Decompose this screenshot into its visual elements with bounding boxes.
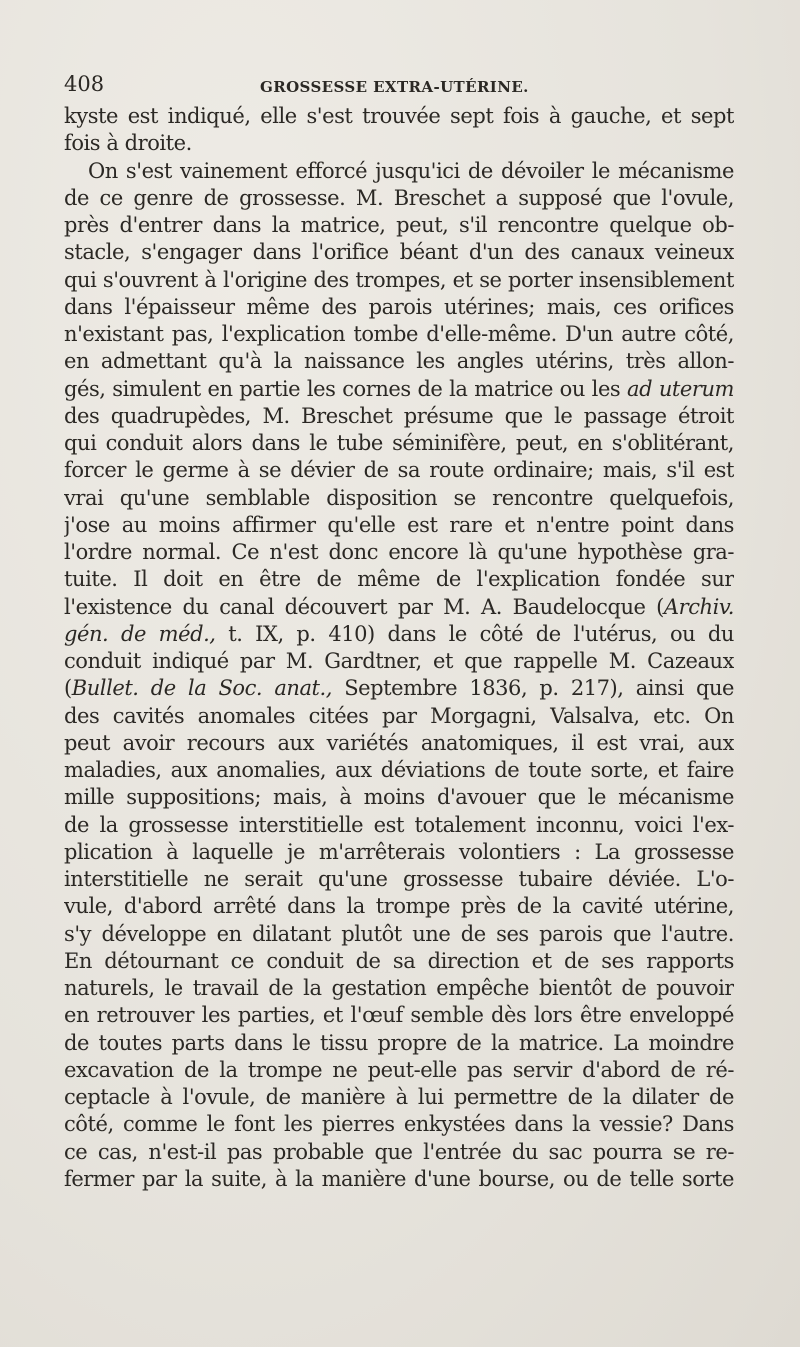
body-text [64,103,734,1193]
text-line [64,457,734,484]
text-line [64,675,734,702]
text-segment: t. IX, p. 410) dans le côté de l'utérus, ou du [215,621,734,646]
text-line [64,757,734,784]
text-segment: kyste est indiqué, elle s'est trouvée sept fois à gauche, et sept [64,104,734,128]
text-segment: en retrouver les parties, et l'œuf semble dès lors être enveloppé [64,1003,734,1028]
text-line [64,866,734,893]
text-line [64,812,734,839]
text-line [64,485,734,512]
text-line [64,621,734,648]
text-line [64,158,734,185]
text-line [64,539,734,566]
text-line [64,648,734,675]
text-segment: ceptacle à l'ovule, de manière à lui permettre de la dilater de [64,1085,734,1109]
text-line [64,185,734,212]
text-segment: des cavités anomales citées par Morgagni, Valsalva, etc. On [64,703,734,728]
text-segment: près d'entrer dans la matrice, peut, s'il rencontre quelque ob- [64,213,734,237]
text-segment: des quadrupèdes, M. Breschet présume que le passage étroit [64,403,734,428]
text-line [64,239,734,266]
text-line [64,1084,734,1111]
text-line [64,430,734,457]
text-segment: de toutes parts dans le tissu propre de la matrice. La moindre [64,1030,734,1055]
text-segment: côté, comme le font les pierres enkystées dans la vessie? Dans [64,1112,734,1137]
text-line [64,975,734,1002]
page-number: 408 [64,72,105,96]
italic-text: Archiv. [663,594,734,619]
text-line [64,1002,734,1029]
text-line [64,921,734,948]
running-title: GROSSESSE EXTRA-UTÉRINE. [260,78,529,96]
text-line [64,1139,734,1166]
text-line [64,566,734,593]
text-segment: l'existence du canal découvert par M. A. Baudelocque ( [64,594,664,619]
page-header [64,72,736,102]
text-segment: peut avoir recours aux variétés anatomiques, il est vrai, aux [64,730,734,755]
text-line [64,267,734,294]
italic-text: ad uterum [627,376,734,401]
text-segment: de ce genre de grossesse. M. Breschet a supposé que l'ovule, [64,185,734,210]
text-segment: qui conduit alors dans le tube séminifère, peut, en s'oblitérant, [64,431,734,455]
text-line [64,376,734,403]
text-segment: maladies, aux anomalies, aux déviations de toute sorte, et faire [64,758,734,782]
text-segment: gés, simulent en partie les cornes de la matrice ou les [64,376,628,401]
text-segment: vule, d'abord arrêté dans la trompe près de la cavité utérine, [64,894,734,919]
text-line [64,1057,734,1084]
text-line [64,948,734,975]
text-line [64,839,734,866]
text-segment: plication à laquelle je m'arrêterais volontiers : La grossesse [64,839,734,864]
text-segment: fois à droite. [64,131,192,156]
italic-text: Bullet. de la Soc. anat., [71,676,332,701]
text-segment: l'ordre normal. Ce n'est donc encore là qu'une hypothèse gra- [64,540,734,564]
text-line [64,403,734,430]
text-segment: interstitielle ne serait qu'une grossesse tubaire déviée. L'o- [64,867,734,891]
text-segment: conduit indiqué par M. Gardtner, et que rappelle M. Cazeaux [64,649,734,673]
text-line [64,784,734,811]
text-line [64,703,734,730]
text-segment: stacle, s'engager dans l'orifice béant d'un des canaux veineux [64,240,734,265]
text-segment: de la grossesse interstitielle est totalement inconnu, voici l'ex- [64,812,734,837]
italic-text: gén. de méd., [64,621,216,646]
text-segment: On s'est vainement efforcé jusqu'ici de dévoiler le mécanisme [88,158,734,183]
text-segment: excavation de la trompe ne peut-elle pas servir d'abord de ré- [64,1057,734,1082]
text-line [64,103,734,130]
text-line [64,594,734,621]
text-segment: Septembre 1836, p. 217), ainsi que [332,676,734,701]
text-segment: mille suppositions; mais, à moins d'avouer que le mécanisme [64,785,734,810]
text-segment: s'y développe en dilatant plutôt une de ses parois que l'autre. [64,921,734,946]
text-segment: en admettant qu'à la naissance les angles utérins, très allon- [64,349,734,374]
text-segment: forcer le germe à se dévier de sa route ordinaire; mais, s'il est [64,458,734,483]
text-line [64,1111,734,1138]
text-line [64,130,734,157]
text-segment: n'existant pas, l'explication tombe d'elle-même. D'un autre côté, [64,322,734,346]
text-segment: En détournant ce conduit de sa direction et de ses rapports [64,948,734,973]
text-segment: tuite. Il doit en être de même de l'explication fondée sur [64,567,734,592]
text-line [64,348,734,375]
text-segment: vrai qu'une semblable disposition se rencontre quelquefois, [64,485,734,510]
text-segment: fermer par la suite, à la manière d'une bourse, ou de telle sorte [64,1166,734,1191]
text-segment: dans l'épaisseur même des parois utérines; mais, ces orifices [64,294,734,319]
text-line [64,512,734,539]
text-line [64,321,734,348]
text-segment: j'ose au moins affirmer qu'elle est rare et n'entre point dans [64,512,734,537]
text-line [64,893,734,920]
text-segment: ce cas, n'est-il pas probable que l'entrée du sac pourra se re- [64,1139,734,1164]
text-line [64,1030,734,1057]
text-segment: ( [64,676,72,701]
text-line [64,1166,734,1193]
text-segment: naturels, le travail de la gestation empêche bientôt de pouvoir [64,976,734,1000]
text-segment: qui s'ouvrent à l'origine des trompes, et se porter insensiblement [64,267,734,292]
text-line [64,730,734,757]
text-line [64,294,734,321]
text-line [64,212,734,239]
